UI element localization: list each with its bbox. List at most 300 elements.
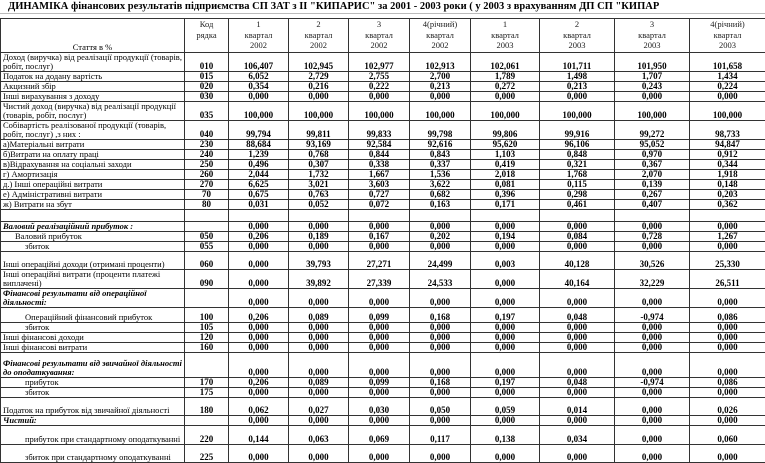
table-row xyxy=(1,426,765,445)
table-row xyxy=(1,72,765,82)
cell-value: 0,060 xyxy=(690,426,765,445)
cell-value: 25,330 xyxy=(690,252,765,270)
cell-value: 1,918 xyxy=(690,170,765,180)
cell-value: 0,206 xyxy=(229,378,289,388)
cell-value: 0,072 xyxy=(349,200,410,210)
cell-value: 0,000 xyxy=(349,92,410,102)
cell-value: 0,000 xyxy=(349,333,410,343)
table-row xyxy=(1,160,765,170)
row-code: 260 xyxy=(185,170,229,180)
cell-value: 0,027 xyxy=(289,398,349,416)
table-row xyxy=(1,53,765,72)
cell-value: 0,081 xyxy=(471,180,540,190)
row-label: Чистий: xyxy=(1,416,185,426)
cell-value: -0,974 xyxy=(615,378,690,388)
cell-value: 0,298 xyxy=(540,190,615,200)
cell-value: 39,892 xyxy=(289,270,349,289)
cell-value: 0,000 xyxy=(540,353,615,378)
cell-value: 0,189 xyxy=(289,232,349,242)
cell-value xyxy=(690,210,765,222)
cell-value: 101,711 xyxy=(540,53,615,72)
row-label: Податок на прибуток від звичайної діяльності xyxy=(1,398,185,416)
row-label: збиток xyxy=(1,242,185,252)
cell-value: 1,789 xyxy=(471,72,540,82)
header-year: 2003 xyxy=(497,40,514,50)
header-unit: квартал xyxy=(563,30,591,40)
cell-value: 0,000 xyxy=(229,445,289,463)
cell-value: 92,584 xyxy=(349,140,410,150)
cell-value: 0,000 xyxy=(229,323,289,333)
cell-value: 0,171 xyxy=(471,200,540,210)
row-code: 040 xyxy=(185,121,229,140)
cell-value: 0,202 xyxy=(410,232,471,242)
cell-value: -0,974 xyxy=(615,308,690,323)
row-label: Інші фінансові доходи xyxy=(1,333,185,343)
cell-value: 0,000 xyxy=(349,222,410,232)
cell-value: 0,000 xyxy=(540,343,615,353)
cell-value: 1,267 xyxy=(690,232,765,242)
cell-value: 0,763 xyxy=(289,190,349,200)
cell-value: 0,000 xyxy=(349,445,410,463)
row-label: ж) Витрати на збут xyxy=(1,200,185,210)
cell-value: 0,000 xyxy=(615,333,690,343)
cell-value: 0,848 xyxy=(540,150,615,160)
table-row xyxy=(1,140,765,150)
row-code: 220 xyxy=(185,426,229,445)
row-code xyxy=(185,416,229,426)
cell-value: 0,000 xyxy=(410,343,471,353)
row-label: Валовий прибуток xyxy=(1,232,185,242)
header-period-1 xyxy=(289,19,349,53)
cell-value: 99,272 xyxy=(615,121,690,140)
row-code: 055 xyxy=(185,242,229,252)
cell-value: 0,084 xyxy=(540,232,615,242)
cell-value: 0,000 xyxy=(229,242,289,252)
cell-value: 0,086 xyxy=(690,308,765,323)
row-label: е) Адміністративні витрати xyxy=(1,190,185,200)
cell-value: 0,000 xyxy=(229,92,289,102)
cell-value: 0,496 xyxy=(229,160,289,170)
cell-value: 0,367 xyxy=(615,160,690,170)
cell-value: 0,213 xyxy=(410,82,471,92)
row-label: г) Амортизація xyxy=(1,170,185,180)
table-row xyxy=(1,190,765,200)
cell-value: 0,000 xyxy=(289,222,349,232)
cell-value: 0,337 xyxy=(410,160,471,170)
table-row xyxy=(1,82,765,92)
table-row xyxy=(1,170,765,180)
row-code: 175 xyxy=(185,388,229,398)
row-code: 105 xyxy=(185,323,229,333)
cell-value: 0,000 xyxy=(410,92,471,102)
row-label: Фінансові результати від звичайної діяльності до оподаткування: xyxy=(1,353,185,378)
row-code xyxy=(185,222,229,232)
cell-value xyxy=(349,210,410,222)
table-row xyxy=(1,378,765,388)
row-label: а)Матеріальні витрати xyxy=(1,140,185,150)
cell-value: 101,950 xyxy=(615,53,690,72)
row-label: Чистий доход (виручка) від реалізації продукції (товарів, робіт, послуг) xyxy=(1,102,185,121)
cell-value xyxy=(540,210,615,222)
cell-value: 1,536 xyxy=(410,170,471,180)
table-row xyxy=(1,289,765,308)
row-label: збиток xyxy=(1,388,185,398)
row-code: 120 xyxy=(185,333,229,343)
cell-value: 0,912 xyxy=(690,150,765,160)
cell-value: 102,977 xyxy=(349,53,410,72)
row-label: Валовий реалізаційний прибуток : xyxy=(1,222,185,232)
cell-value: 0,000 xyxy=(289,242,349,252)
table-row xyxy=(1,388,765,398)
cell-value: 0,059 xyxy=(471,398,540,416)
cell-value: 6,052 xyxy=(229,72,289,82)
row-code xyxy=(185,289,229,308)
table-row xyxy=(1,398,765,416)
cell-value: 88,684 xyxy=(229,140,289,150)
cell-value: 0,000 xyxy=(229,343,289,353)
cell-value: 0,003 xyxy=(471,252,540,270)
row-code: 170 xyxy=(185,378,229,388)
cell-value: 0,086 xyxy=(690,378,765,388)
cell-value: 99,833 xyxy=(349,121,410,140)
row-label: б)Витрати на оплату праці xyxy=(1,150,185,160)
cell-value: 0,000 xyxy=(410,222,471,232)
cell-value: 0,000 xyxy=(690,343,765,353)
row-code: 100 xyxy=(185,308,229,323)
cell-value: 27,271 xyxy=(349,252,410,270)
row-label: д.) Інші операційні витрати xyxy=(1,180,185,190)
cell-value xyxy=(471,210,540,222)
cell-value: 0,000 xyxy=(471,242,540,252)
cell-value: 0,000 xyxy=(229,270,289,289)
cell-value: 100,000 xyxy=(410,102,471,121)
cell-value: 0,115 xyxy=(540,180,615,190)
cell-value: 0,000 xyxy=(410,289,471,308)
header-q: 1 xyxy=(503,19,507,29)
cell-value: 0,000 xyxy=(349,416,410,426)
cell-value: 0,168 xyxy=(410,378,471,388)
row-label: в)Відрахування на соціальні заходи xyxy=(1,160,185,170)
cell-value: 0,000 xyxy=(471,353,540,378)
cell-value: 95,052 xyxy=(615,140,690,150)
cell-value: 2,018 xyxy=(471,170,540,180)
cell-value: 0,000 xyxy=(349,343,410,353)
cell-value: 0,682 xyxy=(410,190,471,200)
cell-value: 100,000 xyxy=(471,102,540,121)
cell-value: 0,117 xyxy=(410,426,471,445)
cell-value: 0,197 xyxy=(471,308,540,323)
cell-value: 0,148 xyxy=(690,180,765,190)
cell-value: 0,062 xyxy=(229,398,289,416)
cell-value: 99,916 xyxy=(540,121,615,140)
row-code: 230 xyxy=(185,140,229,150)
header-period-6 xyxy=(615,19,690,53)
cell-value: 2,729 xyxy=(289,72,349,82)
cell-value: 0,344 xyxy=(690,160,765,170)
cell-value: 0,000 xyxy=(289,388,349,398)
cell-value: 0,224 xyxy=(690,82,765,92)
row-code: 180 xyxy=(185,398,229,416)
header-year: 2002 xyxy=(432,40,449,50)
cell-value: 0,000 xyxy=(289,416,349,426)
cell-value: 0,000 xyxy=(349,388,410,398)
row-code: 225 xyxy=(185,445,229,463)
cell-value: 0,089 xyxy=(289,308,349,323)
table-row xyxy=(1,102,765,121)
cell-value: 0,000 xyxy=(690,242,765,252)
row-label: Інші операційні доходи (отримані проценти) xyxy=(1,252,185,270)
table-row xyxy=(1,343,765,353)
header-q: 4(річний) xyxy=(423,19,457,29)
cell-value: 0,048 xyxy=(540,308,615,323)
header-q: 1 xyxy=(256,19,260,29)
header-period-0 xyxy=(229,19,289,53)
row-label: прибуток при стандартному оподаткуванні xyxy=(1,426,185,445)
cell-value: 0,000 xyxy=(615,323,690,333)
cell-value: 0,000 xyxy=(690,445,765,463)
header-year: 2003 xyxy=(644,40,661,50)
cell-value: 0,000 xyxy=(229,353,289,378)
cell-value: 100,000 xyxy=(615,102,690,121)
cell-value: 0,000 xyxy=(471,388,540,398)
cell-value: 0,000 xyxy=(229,416,289,426)
cell-value: 102,913 xyxy=(410,53,471,72)
table-row xyxy=(1,150,765,160)
row-code: 035 xyxy=(185,102,229,121)
cell-value: 100,000 xyxy=(690,102,765,121)
cell-value: 0,000 xyxy=(349,353,410,378)
header-q: 4(річний) xyxy=(710,19,744,29)
cell-value: 0,000 xyxy=(540,445,615,463)
row-label: Доход (виручка) від реалізації продукції (товарів, робіт, послуг) xyxy=(1,53,185,72)
header-row xyxy=(1,19,765,53)
cell-value: 0,030 xyxy=(349,398,410,416)
cell-value: 40,128 xyxy=(540,252,615,270)
table-row xyxy=(1,200,765,210)
row-code: 010 xyxy=(185,53,229,72)
cell-value: 100,000 xyxy=(540,102,615,121)
cell-value: 0,222 xyxy=(349,82,410,92)
cell-value: 0,026 xyxy=(690,398,765,416)
cell-value: 0,050 xyxy=(410,398,471,416)
row-code: 020 xyxy=(185,82,229,92)
table-row xyxy=(1,210,765,222)
row-label: збиток при стандартному оподаткуванні xyxy=(1,445,185,463)
cell-value: 0,000 xyxy=(349,242,410,252)
cell-value: 0,000 xyxy=(229,388,289,398)
header-label: Стаття в % xyxy=(1,19,185,53)
cell-value: 0,213 xyxy=(540,82,615,92)
cell-value: 0,000 xyxy=(540,323,615,333)
header-period-2 xyxy=(349,19,410,53)
cell-value: 0,000 xyxy=(229,222,289,232)
header-unit: квартал xyxy=(491,30,519,40)
cell-value: 0,163 xyxy=(410,200,471,210)
cell-value: 102,945 xyxy=(289,53,349,72)
cell-value: 0,000 xyxy=(229,252,289,270)
header-period-4 xyxy=(471,19,540,53)
cell-value: 0,338 xyxy=(349,160,410,170)
cell-value: 27,339 xyxy=(349,270,410,289)
header-q: 2 xyxy=(575,19,579,29)
header-year: 2003 xyxy=(719,40,736,50)
cell-value: 99,811 xyxy=(289,121,349,140)
row-label: збиток xyxy=(1,323,185,333)
row-label: Собівартість реалізованої продукції (товарів, робіт, послуг) ,з них : xyxy=(1,121,185,140)
row-code: 050 xyxy=(185,232,229,242)
table-row xyxy=(1,323,765,333)
cell-value: 2,700 xyxy=(410,72,471,82)
cell-value: 0,000 xyxy=(540,222,615,232)
cell-value: 0,206 xyxy=(229,308,289,323)
cell-value: 0,000 xyxy=(471,323,540,333)
cell-value: 0,407 xyxy=(615,200,690,210)
cell-value: 2,044 xyxy=(229,170,289,180)
row-code: 160 xyxy=(185,343,229,353)
table-row xyxy=(1,242,765,252)
cell-value: 0,354 xyxy=(229,82,289,92)
cell-value: 0,000 xyxy=(540,242,615,252)
report-title: ДИНАМІКА фінансових результатів підприємства СП ЗАТ з ІІ "КИПАРИС" за 2001 - 2003 роки ( у 2003 з врахуванням ДП СП "КИПАР xyxy=(0,0,765,13)
cell-value: 1,103 xyxy=(471,150,540,160)
cell-value: 0,000 xyxy=(615,289,690,308)
row-label: Фінансові результати від операційної діяльності: xyxy=(1,289,185,308)
row-code: 250 xyxy=(185,160,229,170)
row-code: 70 xyxy=(185,190,229,200)
header-unit: квартал xyxy=(714,30,742,40)
cell-value: 0,000 xyxy=(289,445,349,463)
cell-value: 106,407 xyxy=(229,53,289,72)
header-unit: квартал xyxy=(245,30,273,40)
cell-value: 0,000 xyxy=(410,242,471,252)
cell-value: 0,194 xyxy=(471,232,540,242)
row-label: Інші вирахування з доходу xyxy=(1,92,185,102)
cell-value: 0,000 xyxy=(471,289,540,308)
cell-value: 0,000 xyxy=(289,289,349,308)
cell-value: 0,000 xyxy=(615,92,690,102)
cell-value: 3,622 xyxy=(410,180,471,190)
row-label: Операційний фінансовий прибуток xyxy=(1,308,185,323)
row-code: 80 xyxy=(185,200,229,210)
cell-value: 0,216 xyxy=(289,82,349,92)
row-label: Акцизний збір xyxy=(1,82,185,92)
row-code: 240 xyxy=(185,150,229,160)
cell-value: 0,396 xyxy=(471,190,540,200)
cell-value: 3,021 xyxy=(289,180,349,190)
cell-value: 0,267 xyxy=(615,190,690,200)
cell-value: 0,139 xyxy=(615,180,690,190)
row-code: 060 xyxy=(185,252,229,270)
cell-value: 1,239 xyxy=(229,150,289,160)
cell-value: 39,793 xyxy=(289,252,349,270)
cell-value: 0,069 xyxy=(349,426,410,445)
cell-value: 0,362 xyxy=(690,200,765,210)
header-q: 3 xyxy=(650,19,654,29)
cell-value: 0,034 xyxy=(540,426,615,445)
cell-value: 0,000 xyxy=(471,92,540,102)
cell-value: 0,000 xyxy=(471,416,540,426)
cell-value: 1,667 xyxy=(349,170,410,180)
cell-value xyxy=(229,210,289,222)
table-row xyxy=(1,121,765,140)
cell-value: 0,000 xyxy=(289,323,349,333)
cell-value: 0,000 xyxy=(540,289,615,308)
cell-value: 0,000 xyxy=(349,289,410,308)
cell-value: 0,844 xyxy=(349,150,410,160)
cell-value: 0,000 xyxy=(471,333,540,343)
cell-value: 0,000 xyxy=(471,445,540,463)
cell-value: 100,000 xyxy=(349,102,410,121)
cell-value: 93,169 xyxy=(289,140,349,150)
header-period-3 xyxy=(410,19,471,53)
cell-value: 0,000 xyxy=(289,333,349,343)
cell-value: 0,000 xyxy=(410,353,471,378)
cell-value: 100,000 xyxy=(229,102,289,121)
cell-value xyxy=(410,210,471,222)
row-code: 270 xyxy=(185,180,229,190)
cell-value: 0,138 xyxy=(471,426,540,445)
cell-value: 0,000 xyxy=(289,353,349,378)
cell-value: 40,164 xyxy=(540,270,615,289)
header-q: 3 xyxy=(377,19,381,29)
cell-value: 99,798 xyxy=(410,121,471,140)
cell-value: 0,000 xyxy=(615,416,690,426)
row-code: 030 xyxy=(185,92,229,102)
header-year: 2002 xyxy=(371,40,388,50)
cell-value: 0,144 xyxy=(229,426,289,445)
cell-value: 0,728 xyxy=(615,232,690,242)
cell-value: 0,461 xyxy=(540,200,615,210)
cell-value: 0,168 xyxy=(410,308,471,323)
cell-value: 0,000 xyxy=(410,416,471,426)
header-period-5 xyxy=(540,19,615,53)
cell-value: 0,197 xyxy=(471,378,540,388)
cell-value: 0,000 xyxy=(229,333,289,343)
cell-value: 6,625 xyxy=(229,180,289,190)
cell-value xyxy=(615,210,690,222)
table-row xyxy=(1,308,765,323)
table-row xyxy=(1,333,765,343)
row-label: прибуток xyxy=(1,378,185,388)
cell-value: 99,806 xyxy=(471,121,540,140)
cell-value: 0,000 xyxy=(690,222,765,232)
cell-value: 0,000 xyxy=(540,416,615,426)
row-code xyxy=(185,353,229,378)
cell-value: 0,014 xyxy=(540,398,615,416)
cell-value: 0,099 xyxy=(349,308,410,323)
header-unit: квартал xyxy=(426,30,454,40)
cell-value: 0,000 xyxy=(471,222,540,232)
cell-value xyxy=(289,210,349,222)
cell-value: 0,243 xyxy=(615,82,690,92)
cell-value: 0,000 xyxy=(690,333,765,343)
cell-value: 0,000 xyxy=(690,416,765,426)
table-row xyxy=(1,92,765,102)
cell-value: 1,498 xyxy=(540,72,615,82)
cell-value: 0,970 xyxy=(615,150,690,160)
cell-value: 0,307 xyxy=(289,160,349,170)
cell-value: 2,070 xyxy=(615,170,690,180)
cell-value: 0,000 xyxy=(615,445,690,463)
cell-value: 0,000 xyxy=(289,92,349,102)
cell-value: 0,000 xyxy=(615,426,690,445)
cell-value: 0,000 xyxy=(615,242,690,252)
cell-value: 0,000 xyxy=(471,343,540,353)
cell-value: 0,031 xyxy=(229,200,289,210)
cell-value: 99,794 xyxy=(229,121,289,140)
cell-value: 0,727 xyxy=(349,190,410,200)
cell-value: 0,000 xyxy=(690,388,765,398)
